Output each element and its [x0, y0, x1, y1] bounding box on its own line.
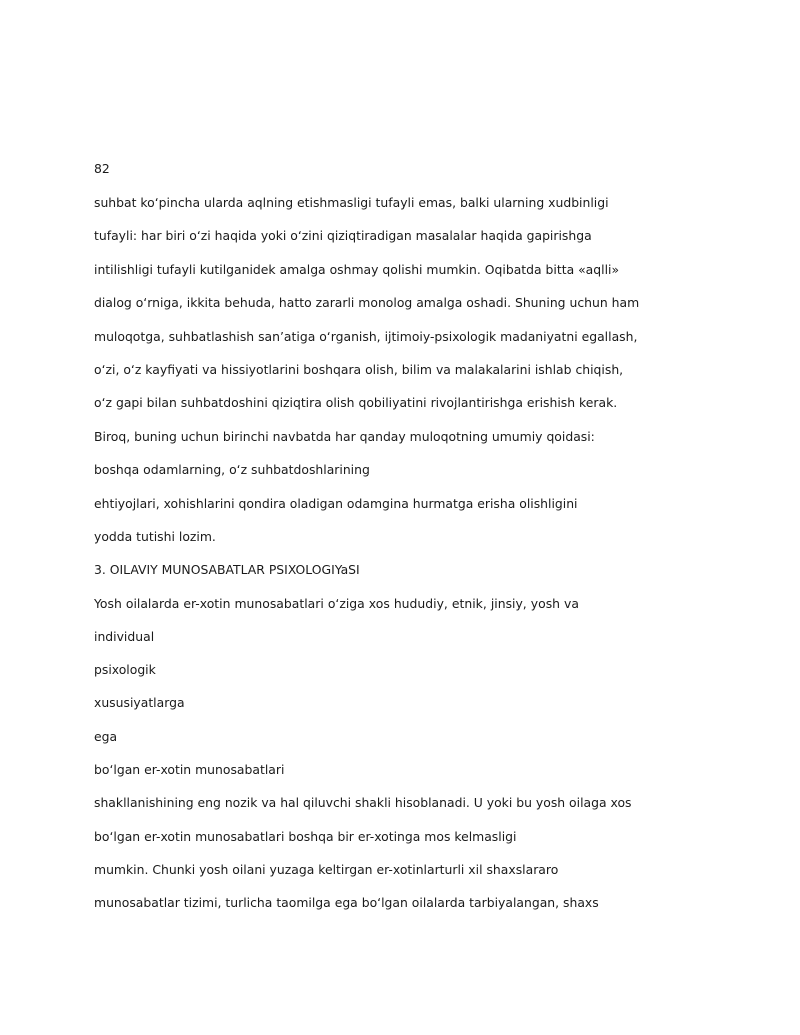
text-line: dialog o‘rniga, ikkita behuda, hatto zararli monolog amalga oshadi. Shuning uchun ham: [94, 295, 640, 310]
text-line: Yosh oilalarda er-xotin munosabatlari o‘ziga xos hududiy, etnik, jinsiy, yosh va: [94, 596, 579, 611]
text-line: o‘z gapi bilan suhbatdoshini qiziqtira olish qobiliyatini rivojlantirishga erishish kerak.: [94, 395, 618, 410]
text-line: mumkin. Chunki yosh oilani yuzaga keltirgan er-xotinlarturli xil shaxslararo: [94, 862, 559, 877]
section-heading: 3. OILAVIY MUNOSABATLAR PSIXOLOGIYaSI: [94, 562, 360, 577]
text-line: suhbat ko‘pincha ularda aqlning etishmasligi tufayli emas, balki ularning xudbinligi: [94, 195, 609, 210]
text-line: boshqa odamlarning, o‘z suhbatdoshlarining: [94, 462, 370, 477]
text-line: muloqotga, suhbatlashish san’atiga o‘rganish, ijtimoiy-psixologik madaniyatni egallash,: [94, 329, 638, 344]
text-line: bo‘lgan er-xotin munosabatlari: [94, 762, 285, 777]
text-line: munosabatlar tizimi, turlicha taomilga ega bo‘lgan oilalarda tarbiyalangan, shaxs: [94, 895, 599, 910]
text-line: psixologik: [94, 662, 156, 677]
text-line: bo‘lgan er-xotin munosabatlari boshqa bir er-xotinga mos kelmasligi: [94, 829, 517, 844]
text-line: o‘zi, o‘z kayfiyati va hissiyotlarini boshqara olish, bilim va malakalarini ishlab chiqish,: [94, 362, 624, 377]
text-line: intilishligi tufayli kutilganidek amalga oshmay qolishi mumkin. Oqibatda bitta «aqlli»: [94, 262, 620, 277]
page-number: 82: [94, 161, 110, 176]
text-line: shakllanishining eng nozik va hal qiluvchi shakli hisoblanadi. U yoki bu yosh oilaga xos: [94, 795, 632, 810]
text-line: tufayli: har biri o‘zi haqida yoki o‘zini qiziqtiradigan masalalar haqida gapirishga: [94, 228, 592, 243]
text-line: ehtiyojlari, xohishlarini qondira oladigan odamgina hurmatga erisha olishligini: [94, 496, 578, 511]
text-line: xususiyatlarga: [94, 695, 185, 710]
text-line: ega: [94, 729, 118, 744]
text-line: yodda tutishi lozim.: [94, 529, 216, 544]
text-line: Biroq, buning uchun birinchi navbatda har qanday muloqotning umumiy qoidasi:: [94, 429, 595, 444]
text-line: individual: [94, 629, 155, 644]
